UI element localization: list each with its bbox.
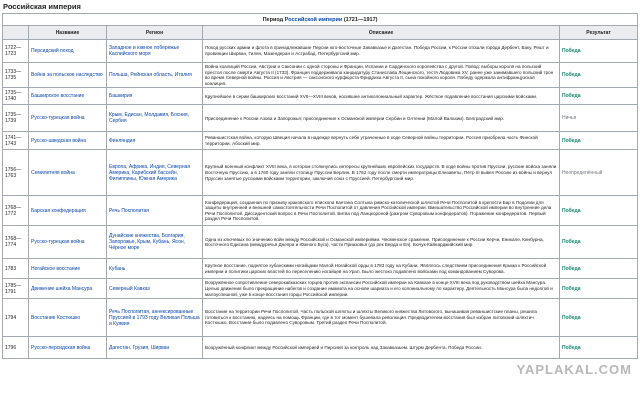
header-region: Регион — [107, 26, 203, 40]
table-row — [3, 259, 638, 279]
table-header-row — [3, 26, 638, 40]
description-cell: Одна из ключевых по значению войн между Российской и Османской империями. Чесменское сражение. Присоединение к России Керчи, Еникале, Кинбурна, Восточного Едисана (междуречья Днепра и Южного Буга), части Приазовья (до рек Берда и Ея). Кючук-Кайнарджийский мир. — [203, 226, 560, 259]
description-cell: Крупный военный конфликт XVIII века, в котором столкнулись интересы крупнейших европейских государств. В ходе войны против Пруссии, русские войска заняли Восточную Пруссию, а в 1760 году заняли столицу Пруссии Берлин. В 1762 году после смерти императрицы Елизаветы, Пётр III вывел Россию из войны и вернул Пруссии занятые русскими войсками территории, заключив союз с Пруссией. Петербургский мир. — [203, 150, 560, 196]
header-period — [3, 26, 29, 40]
table-row — [3, 226, 638, 259]
description-cell: Война коалиций России, Австрии и Саксонии с одной стороны и Франции, Испании и Сардинского королевства с другой. Повод: выборы короля на польский престол после смерти Августа II (1733). Франция поддерживала кандидатуру Станислава Лещинского, тестя Людовика XV, ранее уже занимавшего польский трон во время Северной войны. Россия и Австрия — саксонского курфюрста Фридриха Августа II, сына покойного короля. Победу одержала антифранцузская коалиция. — [203, 63, 560, 88]
period-cell: 1794 — [3, 299, 29, 337]
period-cell: 1785—1791 — [3, 279, 29, 299]
table-row — [3, 105, 638, 132]
caption-prefix: Период — [262, 16, 284, 23]
war-name-link[interactable]: Семилетняя война — [29, 150, 107, 196]
description-cell: Реваншистская война, которую Швеция начала в надежде вернуть себе утраченные в ходе Северной войны территории. Россия приобрела часть Финской территории. Абоский мир. — [203, 132, 560, 150]
caption-link[interactable]: Российской империи — [284, 16, 343, 23]
period-cell: 1733—1735 — [3, 63, 29, 88]
watermark: YAPLAKAL.COM — [516, 362, 632, 377]
header-description: Описание — [203, 26, 560, 40]
period-cell: 1756—1763 — [3, 150, 29, 196]
description-cell: Крупнейшее в серии башкирских восстаний XVII—XVIII веков, носившее антиколониальный характер. Жёсткое подавление восстания царскими войсками. — [203, 88, 560, 105]
description-cell: Конфедерация, созданная по призыву краковского епископа Каетана Солтыка римско-католической шляхтой Речи Посполитой в крепости Бар в Подолии для защиты внутренней и внешней самостоятельности Речи Посполитой от давления Российской империи. Вмешательство Российской империи во внутренние дела Речи Посполитой. Диссидентский вопрос в Речи Посполитой. Битва под Ланцкороной (разгром Суворовым конфедератов). Поражение конфедератов. Первый раздел Речи Посполитой. — [203, 196, 560, 226]
description-cell: Вооружённое сопротивление северокавказских горцев против экспансии Российской империи на Кавказе в конце XVIII века под руководством шейха Мансура. Целью движения было прекращение набегов и создание имамата на основе шариата и его колониальному по характеру. Деятельность Мансура была недолгой и малоуспешной, уже в конце восстания горцы Российской империи. — [203, 279, 560, 299]
period-cell: 1768—1774 — [3, 226, 29, 259]
table-row — [3, 299, 638, 337]
result-cell: Победа — [560, 40, 638, 63]
region-cell: Дунайские княжества, Болгария, Запорожье, Крым, Кубань, Ясон, Чёрное море — [107, 226, 203, 259]
period-cell: 1722—1723 — [3, 40, 29, 63]
result-cell: Победа — [560, 299, 638, 337]
result-cell: Победа — [560, 196, 638, 226]
table-row — [3, 63, 638, 88]
table-row — [3, 132, 638, 150]
war-name-link[interactable]: Война за польское наследство — [29, 63, 107, 88]
table-row — [3, 40, 638, 63]
war-name-link[interactable]: Ногайское восстание — [29, 259, 107, 279]
war-name-link[interactable]: Башкирское восстание — [29, 88, 107, 105]
war-name-link[interactable]: Персидский поход — [29, 40, 107, 63]
page-title: Российская империя — [3, 2, 81, 11]
result-cell: Победа — [560, 279, 638, 299]
war-name-link[interactable]: Барская конфедерация — [29, 196, 107, 226]
caption-suffix: (1721—1917) — [343, 16, 378, 23]
war-name-link[interactable]: Русско-турецкая война — [29, 105, 107, 132]
period-cell: 1783 — [3, 259, 29, 279]
wars-table — [2, 13, 638, 359]
result-cell: Ничья — [560, 105, 638, 132]
table-row — [3, 150, 638, 196]
region-cell: Кубань — [107, 259, 203, 279]
description-cell: Крупное восстание, поднятое кубанскими ногайцами Малой Ногайской орды в 1783 году на Кубани. Являлось следствием присоединения Крыма к Российской империи и политики царских властей по переселению ногайцев на Урал. Было жестоко подавлено войсками под командованием Суворова. — [203, 259, 560, 279]
region-cell: Северный Кавказ — [107, 279, 203, 299]
result-cell: Победа — [560, 132, 638, 150]
region-cell: Дагестан, Грузия, Ширван — [107, 337, 203, 359]
war-name-link[interactable]: Русско-персидская война — [29, 337, 107, 359]
table-caption-row — [3, 14, 638, 26]
description-cell: Восстание на территории Речи Посполитой. Часть польской шляхты и шляхты Великого княжества Литовского, вынашивая реваншистские планы, решила готовиться к восстанию, надеясь на помощь Франции, где в тот момент бушевала революция. Предводителем восстания был избран литовский шляхтич Костюшко. Восстание было подавлено Суворовым. Третий раздел Речи Посполитой. — [203, 299, 560, 337]
war-name-link[interactable]: Движение шейха Мансура — [29, 279, 107, 299]
result-cell: Неопределённый — [560, 150, 638, 196]
result-cell: Победа — [560, 63, 638, 88]
war-name-link[interactable]: Русско-шведская война — [29, 132, 107, 150]
result-cell: Победа — [560, 226, 638, 259]
region-cell: Финляндия — [107, 132, 203, 150]
region-cell: Польша, Рейнская область, Италия — [107, 63, 203, 88]
header-result: Результат — [560, 26, 638, 40]
result-cell: Победа — [560, 337, 638, 359]
region-cell: Западное и южное побережье Каспийского моря — [107, 40, 203, 63]
table-row — [3, 337, 638, 359]
region-cell: Крым, Едисан, Молдавия, Босния, Сербия — [107, 105, 203, 132]
period-cell: 1796 — [3, 337, 29, 359]
header-name: Название — [29, 26, 107, 40]
table-row — [3, 88, 638, 105]
result-cell: Победа — [560, 88, 638, 105]
region-cell: Европа, Африка, Индия, Северная Америка, Карибский бассейн, Филиппины, Южная Америка — [107, 150, 203, 196]
table-row — [3, 196, 638, 226]
period-cell: 1741—1743 — [3, 132, 29, 150]
result-cell: Победа — [560, 259, 638, 279]
description-cell: Поход русских армии и флота в принадлежавшие Персии юго-восточные Закавказье и Дагестан. Победа России, к России отошли города Дербент, Баку, Решт и провинции Ширван, Гилян, Мазендеран и Астрабад. Петербургский мир. — [203, 40, 560, 63]
description-cell: Вооружённый конфликт между Российской империей и Персией за контроль над Закавказьем. Штурм Дербента. Победа России. — [203, 337, 560, 359]
period-cell: 1735—1739 — [3, 105, 29, 132]
region-cell: Речь Посполитая, аннексированные Пруссией в 1793 году Великая Польша и Куявия — [107, 299, 203, 337]
table-row — [3, 279, 638, 299]
period-cell: 1768—1772 — [3, 196, 29, 226]
description-cell: Присоединение к России Азова и Запорожья; присоединение к Османской империи Сербии и Олтении (Малой Валахии). Белградский мир. — [203, 105, 560, 132]
region-cell: Башкирия — [107, 88, 203, 105]
war-name-link[interactable]: Русско-турецкая война — [29, 226, 107, 259]
table-caption — [3, 14, 638, 26]
period-cell: 1735—1740 — [3, 88, 29, 105]
region-cell: Речь Посполитая — [107, 196, 203, 226]
war-name-link[interactable]: Восстание Костюшко — [29, 299, 107, 337]
